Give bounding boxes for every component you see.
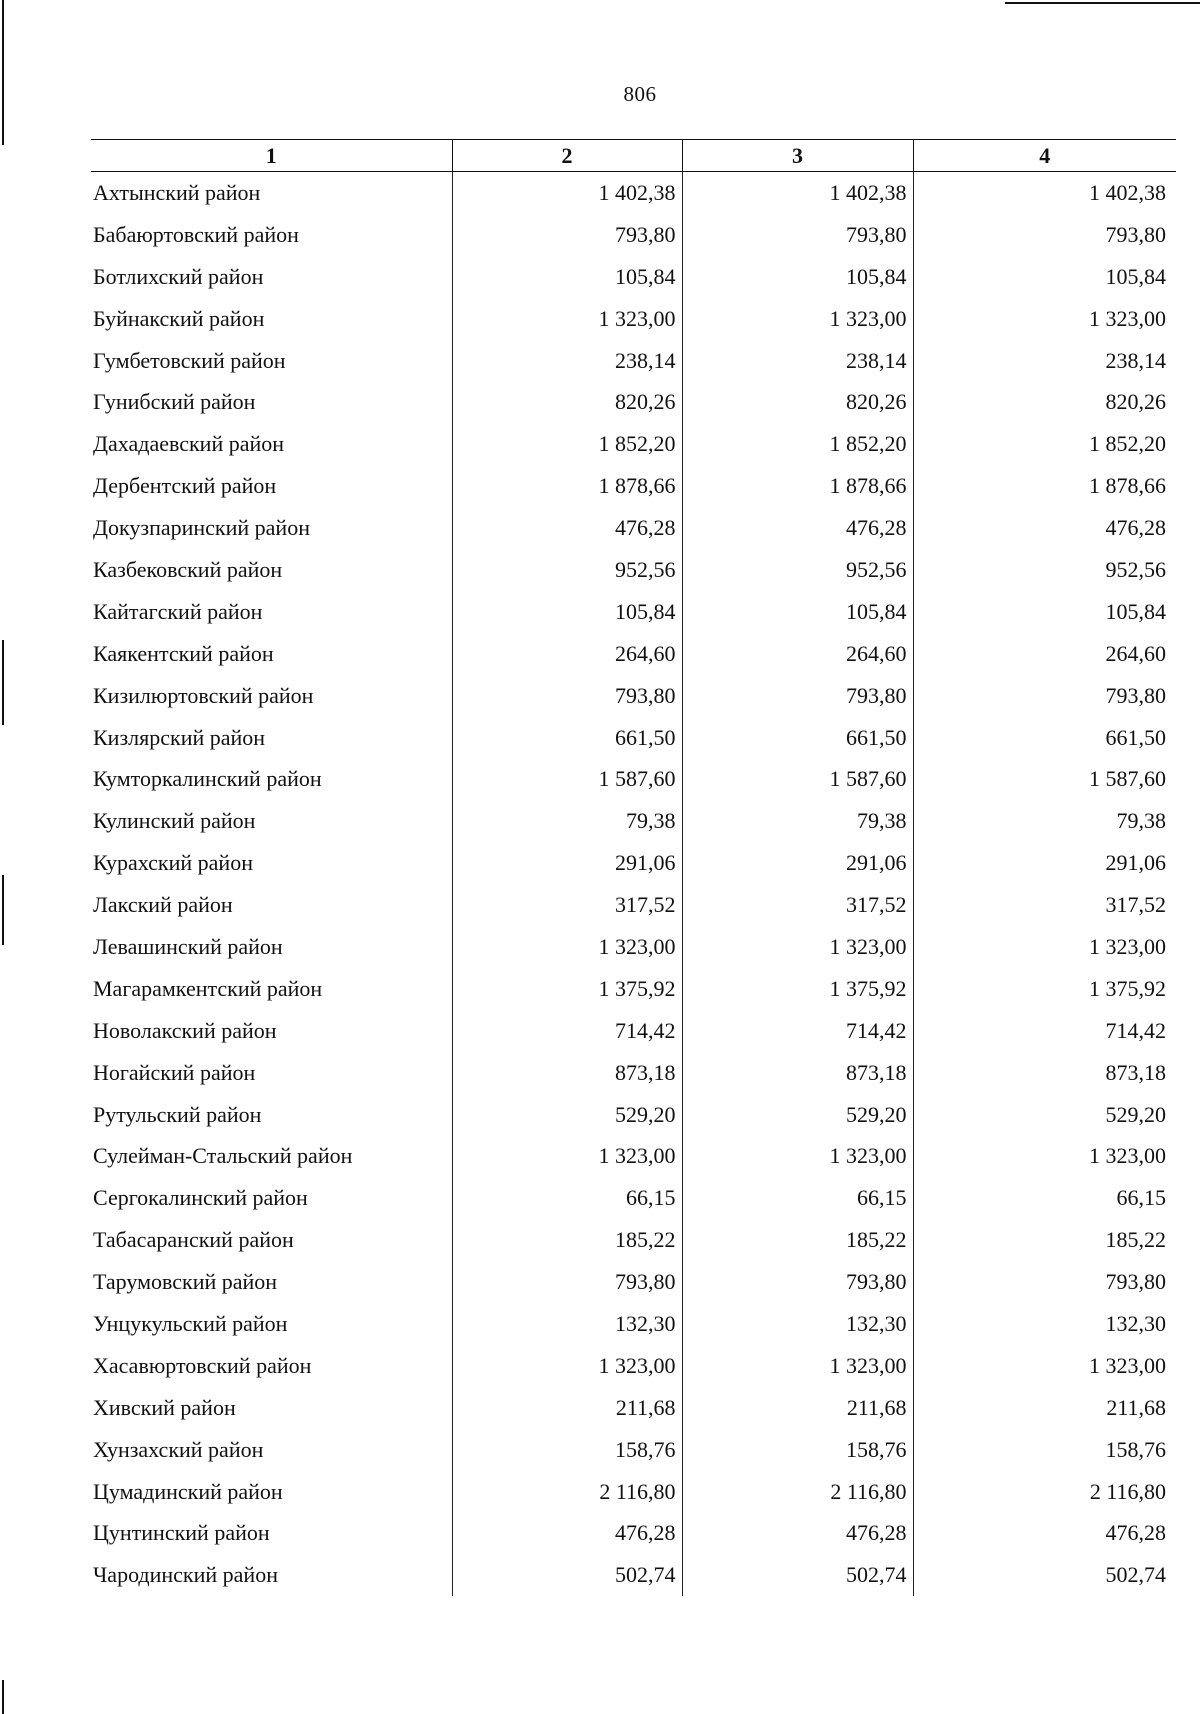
table-row [91, 842, 1176, 884]
table-row [91, 1513, 1176, 1555]
table-row [91, 1052, 1176, 1094]
district-name-cell: Цунтинский район [93, 1520, 270, 1546]
value-cell-col4: 1 852,20 [913, 423, 1176, 465]
district-name-cell: Кайтагский район [93, 598, 263, 624]
value-cell-col3: 793,80 [682, 214, 913, 256]
value-cell-col4: 66,15 [913, 1177, 1176, 1219]
table-row [91, 214, 1176, 256]
value-cell-col2: 1 375,92 [452, 968, 682, 1010]
value-cell-col4: 793,80 [913, 675, 1176, 717]
value-cell-col2: 1 323,00 [452, 926, 682, 968]
value-cell-col4: 1 878,66 [913, 465, 1176, 507]
value-cell-col2: 291,06 [452, 842, 682, 884]
value-cell-col4: 873,18 [913, 1052, 1176, 1094]
value-cell-col3: 1 852,20 [682, 423, 913, 465]
table-header [91, 140, 1176, 172]
value-cell-col4: 502,74 [913, 1554, 1176, 1596]
district-name-cell: Сергокалинский район [93, 1185, 308, 1211]
value-cell-col4: 714,42 [913, 1010, 1176, 1052]
table-row [91, 298, 1176, 340]
value-cell-col3: 529,20 [682, 1094, 913, 1136]
value-cell-col2: 1 587,60 [452, 758, 682, 800]
value-cell-col4: 105,84 [913, 591, 1176, 633]
value-cell-col4: 476,28 [913, 1513, 1176, 1555]
table-row [91, 968, 1176, 1010]
district-name-cell: Бабаюртовский район [93, 221, 299, 247]
page-number: 806 [623, 82, 657, 106]
value-cell-col4: 317,52 [913, 884, 1176, 926]
value-cell-col3: 714,42 [682, 1010, 913, 1052]
table-row [91, 1135, 1176, 1177]
table-row [91, 884, 1176, 926]
value-cell-col3: 1 323,00 [682, 926, 913, 968]
value-cell-col3: 793,80 [682, 1261, 913, 1303]
value-cell-col4: 793,80 [913, 214, 1176, 256]
table-row [91, 1554, 1176, 1596]
value-cell-col4: 529,20 [913, 1094, 1176, 1136]
district-name-cell: Гунибский район [93, 389, 256, 415]
district-name-cell: Тарумовский район [93, 1269, 278, 1295]
value-cell-col4: 1 375,92 [913, 968, 1176, 1010]
value-cell-col3: 105,84 [682, 256, 913, 298]
district-name-cell: Ногайский район [93, 1059, 256, 1085]
table-row [91, 1429, 1176, 1471]
value-cell-col3: 132,30 [682, 1303, 913, 1345]
table-row [91, 381, 1176, 423]
table-row [91, 507, 1176, 549]
table-row [91, 465, 1176, 507]
district-name-cell: Унцукульский район [93, 1310, 288, 1336]
table-row [91, 926, 1176, 968]
district-name-cell: Хивский район [93, 1394, 236, 1420]
district-name-cell: Каякентский район [93, 640, 274, 666]
table-row [91, 1010, 1176, 1052]
district-name-cell: Магарамкентский район [93, 975, 323, 1001]
table-row [91, 1387, 1176, 1429]
table-row [91, 675, 1176, 717]
district-name-cell: Табасаранский район [93, 1227, 294, 1253]
value-cell-col2: 793,80 [452, 214, 682, 256]
value-cell-col2: 529,20 [452, 1094, 682, 1136]
value-cell-col3: 238,14 [682, 340, 913, 382]
value-cell-col3: 1 323,00 [682, 1135, 913, 1177]
table-row [91, 423, 1176, 465]
table-row [91, 1219, 1176, 1261]
column-header: 1 [91, 140, 452, 172]
value-cell-col2: 1 323,00 [452, 1345, 682, 1387]
value-cell-col2: 1 323,00 [452, 298, 682, 340]
value-cell-col4: 291,06 [913, 842, 1176, 884]
value-cell-col4: 1 323,00 [913, 1135, 1176, 1177]
value-cell-col2: 476,28 [452, 1513, 682, 1555]
value-cell-col2: 476,28 [452, 507, 682, 549]
value-cell-col4: 264,60 [913, 633, 1176, 675]
value-cell-col3: 476,28 [682, 507, 913, 549]
district-name-cell: Хасавюртовский район [93, 1352, 312, 1378]
value-cell-col2: 264,60 [452, 633, 682, 675]
district-name-cell: Ботлихский район [93, 263, 264, 289]
district-name-cell: Докузпаринский район [93, 515, 310, 541]
district-name-cell: Рутульский район [93, 1101, 262, 1127]
value-cell-col3: 2 116,80 [682, 1471, 913, 1513]
scan-edge-mark [2, 640, 4, 725]
district-name-cell: Чародинский район [93, 1562, 278, 1588]
column-header: 4 [913, 140, 1176, 172]
value-cell-col2: 105,84 [452, 256, 682, 298]
value-cell-col2: 238,14 [452, 340, 682, 382]
value-cell-col2: 1 323,00 [452, 1135, 682, 1177]
district-name-cell: Кумторкалинский район [93, 766, 322, 792]
district-name-cell: Казбековский район [93, 556, 283, 582]
value-cell-col3: 158,76 [682, 1429, 913, 1471]
value-cell-col3: 793,80 [682, 675, 913, 717]
scan-edge-mark [2, 875, 4, 945]
value-cell-col2: 820,26 [452, 381, 682, 423]
value-cell-col3: 66,15 [682, 1177, 913, 1219]
district-name-cell: Дербентский район [93, 473, 277, 499]
value-cell-col3: 291,06 [682, 842, 913, 884]
value-cell-col3: 264,60 [682, 633, 913, 675]
value-cell-col3: 1 878,66 [682, 465, 913, 507]
value-cell-col3: 952,56 [682, 549, 913, 591]
district-name-cell: Лакский район [93, 892, 233, 918]
value-cell-col3: 211,68 [682, 1387, 913, 1429]
value-cell-col2: 66,15 [452, 1177, 682, 1219]
value-cell-col2: 185,22 [452, 1219, 682, 1261]
value-cell-col3: 502,74 [682, 1554, 913, 1596]
value-cell-col4: 476,28 [913, 507, 1176, 549]
table-row [91, 717, 1176, 759]
value-cell-col4: 1 402,38 [913, 172, 1176, 214]
value-cell-col3: 873,18 [682, 1052, 913, 1094]
value-cell-col2: 79,38 [452, 800, 682, 842]
table-body [91, 172, 1176, 1597]
table-row [91, 758, 1176, 800]
value-cell-col2: 2 116,80 [452, 1471, 682, 1513]
value-cell-col2: 211,68 [452, 1387, 682, 1429]
column-header: 3 [682, 140, 913, 172]
table-row [91, 1471, 1176, 1513]
value-cell-col4: 79,38 [913, 800, 1176, 842]
value-cell-col4: 2 116,80 [913, 1471, 1176, 1513]
value-cell-col3: 1 375,92 [682, 968, 913, 1010]
table-row [91, 1094, 1176, 1136]
value-cell-col3: 820,26 [682, 381, 913, 423]
value-cell-col2: 105,84 [452, 591, 682, 633]
value-cell-col3: 1 323,00 [682, 1345, 913, 1387]
value-cell-col2: 793,80 [452, 1261, 682, 1303]
value-cell-col4: 1 587,60 [913, 758, 1176, 800]
district-name-cell: Цумадинский район [93, 1478, 283, 1504]
district-name-cell: Левашинский район [93, 933, 283, 959]
value-cell-col4: 132,30 [913, 1303, 1176, 1345]
value-cell-col4: 158,76 [913, 1429, 1176, 1471]
value-cell-col4: 820,26 [913, 381, 1176, 423]
column-header: 2 [452, 140, 682, 172]
data-table [91, 139, 1176, 1596]
table-row [91, 1345, 1176, 1387]
district-name-cell: Гумбетовский район [93, 347, 286, 373]
value-cell-col2: 714,42 [452, 1010, 682, 1052]
value-cell-col3: 185,22 [682, 1219, 913, 1261]
district-name-cell: Кизилюртовский район [93, 682, 314, 708]
district-name-cell: Ахтынский район [93, 179, 261, 205]
district-name-cell: Новолакский район [93, 1017, 277, 1043]
table-row [91, 800, 1176, 842]
table-row [91, 549, 1176, 591]
scan-edge-mark [2, 0, 4, 145]
district-name-cell: Сулейман-Стальский район [93, 1143, 353, 1169]
value-cell-col3: 1 323,00 [682, 298, 913, 340]
value-cell-col4: 661,50 [913, 717, 1176, 759]
value-cell-col4: 238,14 [913, 340, 1176, 382]
value-cell-col2: 873,18 [452, 1052, 682, 1094]
value-cell-col3: 105,84 [682, 591, 913, 633]
value-cell-col4: 793,80 [913, 1261, 1176, 1303]
value-cell-col4: 1 323,00 [913, 926, 1176, 968]
value-cell-col4: 185,22 [913, 1219, 1176, 1261]
table-row [91, 172, 1176, 214]
value-cell-col4: 211,68 [913, 1387, 1176, 1429]
value-cell-col3: 317,52 [682, 884, 913, 926]
value-cell-col2: 502,74 [452, 1554, 682, 1596]
value-cell-col3: 79,38 [682, 800, 913, 842]
value-cell-col3: 1 402,38 [682, 172, 913, 214]
value-cell-col3: 1 587,60 [682, 758, 913, 800]
table-row [91, 1261, 1176, 1303]
district-name-cell: Хунзахский район [93, 1436, 264, 1462]
value-cell-col4: 105,84 [913, 256, 1176, 298]
value-cell-col3: 661,50 [682, 717, 913, 759]
value-cell-col2: 793,80 [452, 675, 682, 717]
district-name-cell: Кизлярский район [93, 724, 266, 750]
value-cell-col2: 317,52 [452, 884, 682, 926]
value-cell-col4: 952,56 [913, 549, 1176, 591]
value-cell-col2: 661,50 [452, 717, 682, 759]
value-cell-col2: 158,76 [452, 1429, 682, 1471]
district-name-cell: Курахский район [93, 850, 253, 876]
table-row [91, 591, 1176, 633]
scan-top-line [1005, 2, 1200, 4]
district-name-cell: Буйнакский район [93, 305, 265, 331]
value-cell-col4: 1 323,00 [913, 1345, 1176, 1387]
value-cell-col2: 132,30 [452, 1303, 682, 1345]
table-row [91, 340, 1176, 382]
value-cell-col3: 476,28 [682, 1513, 913, 1555]
table-row [91, 633, 1176, 675]
table-row [91, 1303, 1176, 1345]
table-row [91, 256, 1176, 298]
table-row [91, 1177, 1176, 1219]
scan-edge-mark [2, 1680, 4, 1714]
value-cell-col4: 1 323,00 [913, 298, 1176, 340]
value-cell-col2: 952,56 [452, 549, 682, 591]
value-cell-col2: 1 402,38 [452, 172, 682, 214]
district-name-cell: Кулинский район [93, 808, 256, 834]
district-name-cell: Дахадаевский район [93, 431, 285, 457]
value-cell-col2: 1 878,66 [452, 465, 682, 507]
value-cell-col2: 1 852,20 [452, 423, 682, 465]
